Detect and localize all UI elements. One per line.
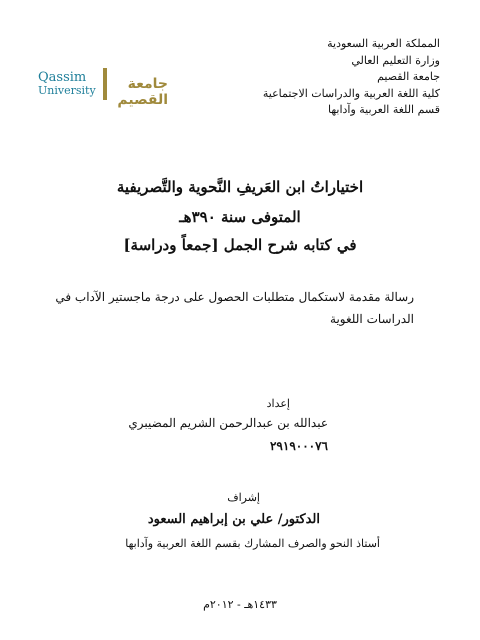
logo-arabic-text: جامعة القصيم bbox=[117, 76, 168, 108]
logo-english-text: Qassim University bbox=[38, 70, 96, 97]
header-line-ministry: وزارة التعليم العالي bbox=[351, 53, 440, 67]
thesis-title-line-3: في كتابه شرح الجمل [جمعاً ودراسة] bbox=[123, 236, 357, 254]
student-id: ٢٩١٩٠٠٠٧٦ bbox=[269, 439, 328, 453]
supervisor-title: أستاذ النحو والصرف المشارك بقسم اللغة العربية وآدابها bbox=[125, 537, 380, 550]
institution-header bbox=[263, 36, 440, 119]
thesis-title-line-2: المتوفى سنة ٣٩٠هـ bbox=[179, 208, 301, 226]
header-line-university: جامعة القصيم bbox=[377, 70, 440, 83]
university-logo bbox=[38, 62, 168, 112]
thesis-purpose: رسالة مقدمة لاستكمال متطلبات الحصول على درجة ماجستير الآداب في الدراسات اللغوية bbox=[55, 290, 414, 326]
submission-date: ١٤٣٣هـ - ٢٠١٢م bbox=[203, 598, 277, 611]
supervision-label: إشراف bbox=[227, 491, 260, 504]
supervisor-name: الدكتور/ علي بن إبراهيم السعود bbox=[147, 512, 320, 527]
header-line-college: كلية اللغة العربية والدراسات الاجتماعية bbox=[262, 86, 440, 100]
header-line-kingdom: المملكة العربية السعودية bbox=[327, 37, 440, 50]
header-line-department: قسم اللغة العربية وآدابها bbox=[327, 103, 440, 116]
author-name: عبدالله بن عبدالرحمن الشريم المضيبري bbox=[128, 416, 328, 430]
prepared-by-label: إعداد bbox=[266, 397, 290, 410]
thesis-title-line-1: اختياراتُ ابن العَريفِ النَّحوية والتَّصريفية bbox=[116, 178, 364, 196]
